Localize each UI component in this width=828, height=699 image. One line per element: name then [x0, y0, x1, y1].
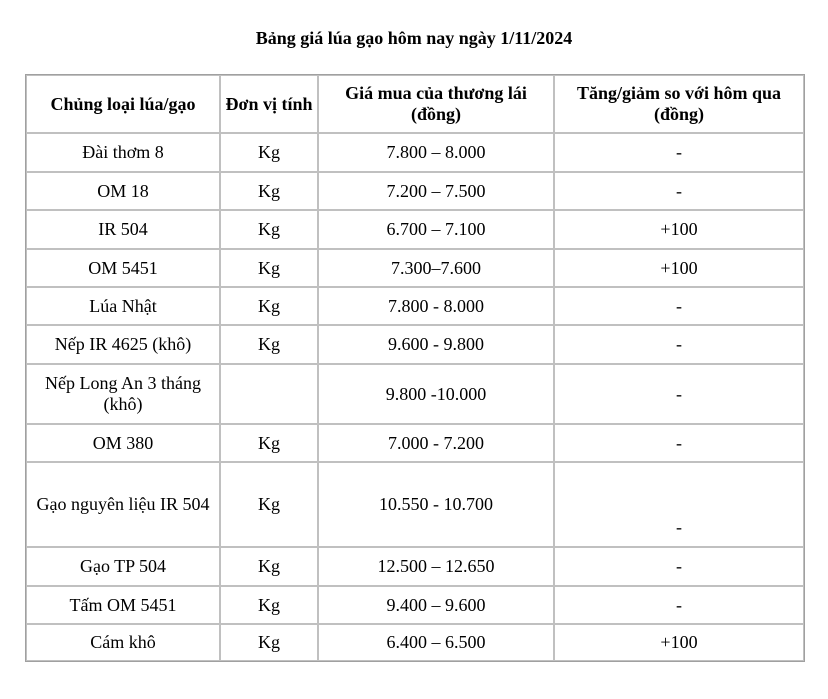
- cell-price: 6.700 – 7.100: [318, 210, 554, 249]
- table-row: [26, 364, 804, 424]
- cell-change: -: [554, 133, 804, 172]
- cell-change: +100: [554, 210, 804, 249]
- cell-change: -: [554, 325, 804, 364]
- cell-type: Cám khô: [26, 624, 220, 661]
- table-row: [26, 287, 804, 325]
- header-unit: Đơn vị tính: [220, 75, 318, 133]
- cell-change: -: [554, 172, 804, 210]
- table-header-row: [26, 75, 804, 133]
- cell-unit: Kg: [220, 249, 318, 287]
- cell-price: 10.550 - 10.700: [318, 462, 554, 547]
- table-row: [26, 249, 804, 287]
- cell-change: -: [554, 287, 804, 325]
- cell-unit: Kg: [220, 287, 318, 325]
- table-row: [26, 424, 804, 462]
- cell-unit: Kg: [220, 462, 318, 547]
- cell-type: Lúa Nhật: [26, 287, 220, 325]
- cell-type: Gạo nguyên liệu IR 504: [26, 462, 220, 547]
- table-row: [26, 210, 804, 249]
- cell-unit: Kg: [220, 624, 318, 661]
- cell-type: OM 18: [26, 172, 220, 210]
- cell-change: -: [554, 586, 804, 624]
- cell-type: IR 504: [26, 210, 220, 249]
- cell-price: 9.800 -10.000: [318, 364, 554, 424]
- cell-unit: Kg: [220, 586, 318, 624]
- cell-price: 12.500 – 12.650: [318, 547, 554, 586]
- header-price: Giá mua của thương lái (đồng): [318, 75, 554, 133]
- cell-change: -: [554, 424, 804, 462]
- table-row: [26, 172, 804, 210]
- table-row: [26, 586, 804, 624]
- cell-price: 7.300–7.600: [318, 249, 554, 287]
- cell-price: 9.400 – 9.600: [318, 586, 554, 624]
- page-title: Bảng giá lúa gạo hôm nay ngày 1/11/2024: [255, 28, 573, 48]
- table-row: [26, 325, 804, 364]
- cell-price: 7.200 – 7.500: [318, 172, 554, 210]
- cell-change: -: [554, 547, 804, 586]
- cell-type: Tấm OM 5451: [26, 586, 220, 624]
- cell-change: +100: [554, 624, 804, 661]
- cell-unit: [220, 364, 318, 424]
- cell-unit: Kg: [220, 210, 318, 249]
- price-table: [25, 74, 805, 662]
- cell-price: 7.800 – 8.000: [318, 133, 554, 172]
- table-row: [26, 462, 804, 547]
- cell-type: Đài thơm 8: [26, 133, 220, 172]
- cell-price: 9.600 - 9.800: [318, 325, 554, 364]
- cell-type: Nếp IR 4625 (khô): [26, 325, 220, 364]
- cell-type: OM 380: [26, 424, 220, 462]
- table-row: [26, 133, 804, 172]
- cell-type: Nếp Long An 3 tháng (khô): [26, 364, 220, 424]
- header-change: Tăng/giảm so với hôm qua (đồng): [554, 75, 804, 133]
- cell-unit: Kg: [220, 325, 318, 364]
- cell-price: 7.000 - 7.200: [318, 424, 554, 462]
- cell-change: -: [554, 462, 804, 547]
- cell-price: 7.800 - 8.000: [318, 287, 554, 325]
- header-type: Chủng loại lúa/gạo: [26, 75, 220, 133]
- cell-change: +100: [554, 249, 804, 287]
- cell-unit: Kg: [220, 547, 318, 586]
- cell-unit: Kg: [220, 133, 318, 172]
- cell-unit: Kg: [220, 172, 318, 210]
- table-row: [26, 547, 804, 586]
- cell-change: -: [554, 364, 804, 424]
- table-row: [26, 624, 804, 661]
- cell-type: Gạo TP 504: [26, 547, 220, 586]
- cell-type: OM 5451: [26, 249, 220, 287]
- cell-unit: Kg: [220, 424, 318, 462]
- cell-price: 6.400 – 6.500: [318, 624, 554, 661]
